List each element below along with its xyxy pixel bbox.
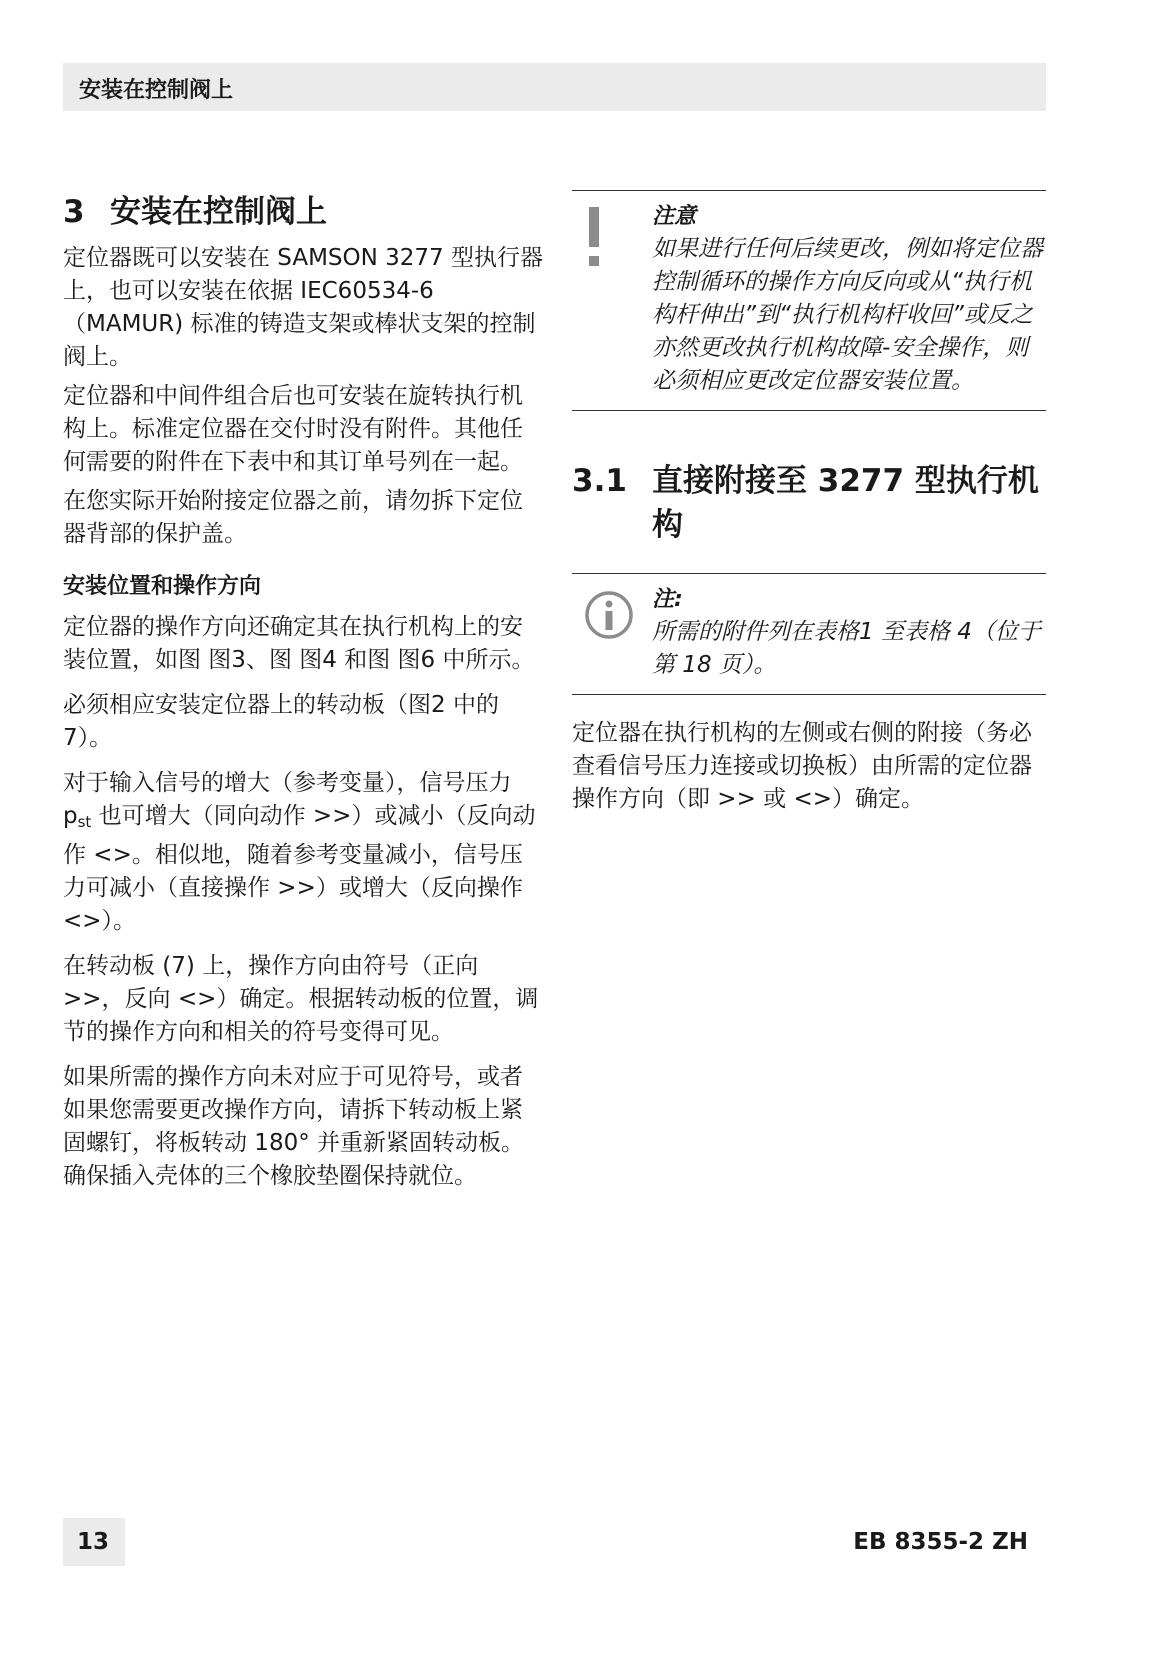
caution-box (572, 190, 1046, 411)
info-note-title: 注: (652, 587, 683, 612)
running-header-title: 安装在控制阀上 (79, 78, 234, 103)
info-note-text: 所需的附件列在表格1 至表格 4（位于第 18 页）。 (652, 619, 1041, 678)
paragraph-signal-pressure (63, 767, 543, 938)
subsection-heading: 安装位置和操作方向 (63, 574, 262, 599)
running-header (63, 63, 1046, 111)
subsection-title: 直接附接至 3277 型执行机构 (652, 463, 1039, 543)
exclamation-icon (584, 207, 604, 273)
signal-pressure-text-a: 对于输入信号的增大（参考变量），信号压力 p (63, 770, 512, 829)
section-number: 3 (63, 194, 85, 230)
subsection-heading-3-1 (572, 459, 1046, 547)
paragraph-intro: 定位器既可以安装在 SAMSON 3277 型执行器上，也可以安装在依据 IEC60534-6（MAMUR) 标准的铸造支架或棒状支架的控制阀上。 (63, 245, 543, 370)
paragraph-mounting-position: 定位器的操作方向还确定其在执行机构上的安装位置，如图 图3、图 图4 和图 图6 中所示。 (63, 614, 535, 673)
section-title: 安装在控制阀上 (110, 194, 327, 230)
page-number: 13 (63, 1518, 125, 1566)
info-icon (584, 590, 634, 644)
signal-pressure-subscript: st (77, 813, 92, 831)
caution-text: 如果进行任何后续更改，例如将定位器控制循环的操作方向反向或从“执行机构杆伸出”到“执行机构杆收回”或反之亦然更改执行机构故障-安全操作，则必须相应更改定位器安装位置。 (652, 236, 1043, 394)
subsection-number: 3.1 (572, 463, 627, 499)
paragraph-rotary: 定位器和中间件组合后也可安装在旋转执行机构上。标准定位器在交付时没有附件。其他任何需要的附件在下表中和其订单号列在一起。 (63, 383, 523, 475)
left-column (63, 190, 543, 1205)
paragraph-reversing-plate: 必须相应安装定位器上的转动板（图2 中的 7）。 (63, 692, 499, 751)
paragraph-change-direction: 如果所需的操作方向未对应于可见符号，或者如果您需要更改操作方向，请拆下转动板上紧固螺钉，将板转动 180° 并重新紧固转动板。确保插入壳体的三个橡胶垫圈保持就位。 (63, 1064, 525, 1189)
signal-pressure-text-b: 也可增大（同向动作 >>）或减小（反向动作 <>。相似地，随着参考变量减小，信号压力可减小（直接操作 >>）或增大（反向操作 <>）。 (63, 803, 536, 934)
paragraph-attachment-side: 定位器在执行机构的左侧或右侧的附接（务必查看信号压力连接或切换板）由所需的定位器操作方向（即 >> 或 <>）确定。 (572, 720, 1032, 812)
section-heading (63, 190, 543, 234)
right-column (572, 190, 1046, 822)
paragraph-cover: 在您实际开始附接定位器之前，请勿拆下定位器背部的保护盖。 (63, 488, 523, 547)
info-note-box (572, 573, 1046, 695)
caution-title: 注意 (652, 204, 697, 229)
document-code: EB 8355-2 ZH (853, 1529, 1028, 1555)
paragraph-direction-symbols: 在转动板 (7) 上，操作方向由符号（正向 >>，反向 <>）确定。根据转动板的位置，调节的操作方向和相关的符号变得可见。 (63, 953, 539, 1045)
